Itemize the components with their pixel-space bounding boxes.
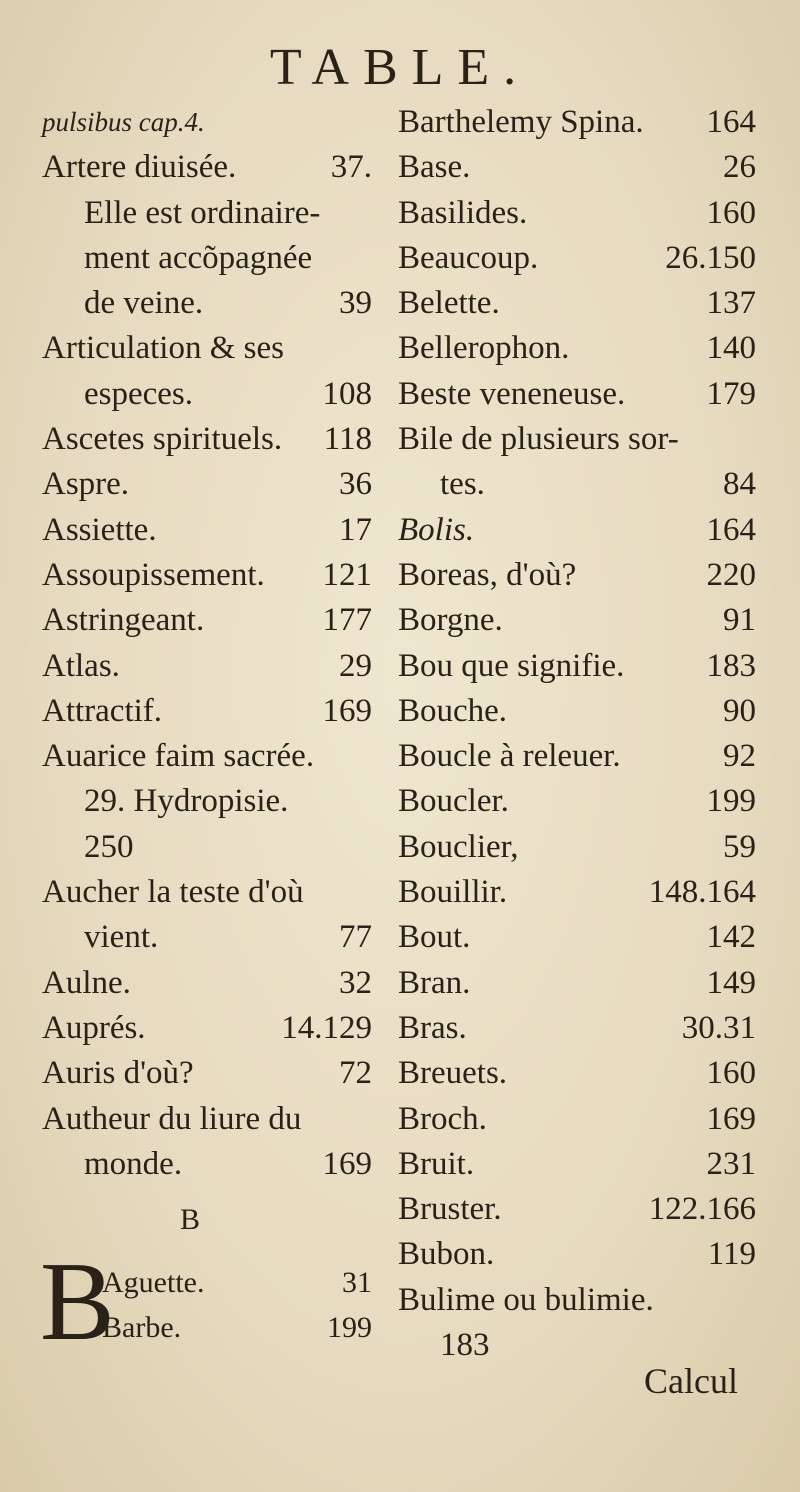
index-entry xyxy=(398,1232,756,1277)
index-entry xyxy=(42,281,372,326)
entry-term: Auarice faim sacrée. xyxy=(42,738,315,775)
index-entry xyxy=(42,508,372,553)
entry-term: Bran. xyxy=(398,964,471,1001)
index-entry xyxy=(398,191,756,236)
index-entry xyxy=(398,915,756,960)
entry-term: Belette. xyxy=(398,285,500,322)
index-entry xyxy=(42,145,372,190)
catchword: Calcul xyxy=(644,1361,738,1401)
entry-page: 32 xyxy=(339,964,372,1001)
index-entry xyxy=(42,191,372,236)
entry-term: Bile de plusieurs sor- xyxy=(398,421,679,458)
index-entry xyxy=(398,644,756,689)
index-entry xyxy=(398,1051,756,1096)
index-entry xyxy=(398,1187,756,1232)
entry-page: 160 xyxy=(706,194,756,231)
entry-term: Ascetes spirituels. xyxy=(42,421,283,458)
entry-term: especes. xyxy=(84,375,194,412)
entry-page: 31 xyxy=(342,1266,372,1299)
index-entry xyxy=(398,870,756,915)
entry-term: Aulne. xyxy=(42,964,131,1001)
entry-term: Assiette. xyxy=(42,511,157,548)
entry-page: 140 xyxy=(706,330,756,367)
entry-page: 77 xyxy=(339,919,372,956)
entry-page: 37. xyxy=(330,149,372,186)
entry-term: Astringeant. xyxy=(42,602,205,639)
index-entry xyxy=(398,689,756,734)
entry-page: 59 xyxy=(723,828,756,865)
entry-term: Aguette. xyxy=(102,1266,205,1299)
entry-term: Assoupissement. xyxy=(42,556,265,593)
entry-term: Bubon. xyxy=(398,1236,495,1273)
entry-page: 177 xyxy=(322,602,372,639)
index-entry xyxy=(42,915,372,960)
index-entry xyxy=(42,236,372,281)
entry-page: 137 xyxy=(706,285,756,322)
entry-term: Boucler. xyxy=(398,783,509,820)
entry-page: 39 xyxy=(339,285,372,322)
left-index-column xyxy=(42,100,372,1187)
entry-page: 92 xyxy=(723,738,756,775)
entry-page: 84 xyxy=(723,466,756,503)
section-heading-b: B xyxy=(180,1203,201,1236)
index-entry xyxy=(42,734,372,779)
entry-page: 164 xyxy=(706,104,756,140)
entry-page: 220 xyxy=(706,556,756,593)
index-entry xyxy=(42,644,372,689)
entry-page: 72 xyxy=(339,1055,372,1092)
entry-page: 17 xyxy=(339,511,372,548)
entry-term: Broch. xyxy=(398,1100,487,1137)
entry-term: Bouche. xyxy=(398,692,508,729)
index-entry xyxy=(42,870,372,915)
entry-page: 199 xyxy=(327,1311,372,1344)
index-entry xyxy=(398,825,756,870)
index-entry xyxy=(42,553,372,598)
entry-page: 119 xyxy=(707,1236,756,1273)
entry-term: Autheur du liure du xyxy=(42,1100,302,1137)
index-entry xyxy=(42,1051,372,1096)
entry-term: 250 xyxy=(84,828,134,865)
entry-page: 179 xyxy=(706,375,756,412)
index-entry xyxy=(398,145,756,190)
entry-term: Barthelemy Spina. xyxy=(398,104,644,140)
index-entry xyxy=(42,372,372,417)
entry-page: 118 xyxy=(323,421,372,458)
entry-term: Bouclier, xyxy=(398,828,519,865)
index-entry xyxy=(42,598,372,643)
entry-page: 160 xyxy=(706,1055,756,1092)
index-entry xyxy=(398,779,756,824)
entry-page: 26 xyxy=(723,149,756,186)
entry-term: Bruster. xyxy=(398,1191,502,1228)
entry-term: Atlas. xyxy=(42,647,120,684)
entry-term: tes. xyxy=(440,466,485,503)
index-entry xyxy=(42,417,372,462)
index-entry xyxy=(398,236,756,281)
entry-term: Bellerophon. xyxy=(398,330,570,367)
entry-page: 122.166 xyxy=(648,1191,756,1228)
index-entry xyxy=(398,961,756,1006)
entry-term: pulsibus cap.4. xyxy=(42,107,205,137)
entry-page: 29 xyxy=(339,647,372,684)
entry-page: 36 xyxy=(339,466,372,503)
drop-cap-letter: B xyxy=(40,1240,115,1364)
entry-term: de veine. xyxy=(84,285,204,322)
index-entry xyxy=(398,598,756,643)
entry-term: Artere diuisée. xyxy=(42,149,237,186)
entry-page: 30.31 xyxy=(681,1009,756,1046)
entry-term: 183 xyxy=(440,1327,490,1364)
index-entry xyxy=(398,553,756,598)
entry-page: 14.129 xyxy=(281,1009,372,1046)
entry-term: Beste veneneuse. xyxy=(398,375,626,412)
entry-page: 231 xyxy=(706,1145,756,1182)
index-entry xyxy=(398,508,756,553)
entry-page: 149 xyxy=(706,964,756,1001)
entry-term: Bolis. xyxy=(398,511,475,548)
index-entry xyxy=(398,326,756,371)
index-entry xyxy=(398,1006,756,1051)
entry-term: Borgne. xyxy=(398,602,503,639)
entry-page: 164 xyxy=(706,511,756,548)
entry-page: 148.164 xyxy=(648,874,756,911)
entry-term: Bou que signifie. xyxy=(398,647,625,684)
entry-page: 121 xyxy=(322,556,372,593)
entry-term: Bout. xyxy=(398,919,471,956)
entry-term: vient. xyxy=(84,919,159,956)
entry-term: Articulation & ses xyxy=(42,330,284,367)
index-entry xyxy=(398,734,756,779)
entry-term: Auprés. xyxy=(42,1009,146,1046)
entry-term: ment accõpagnée xyxy=(84,239,313,276)
entry-page: 169 xyxy=(322,1145,372,1182)
entry-term: Breuets. xyxy=(398,1055,508,1092)
entry-page: 142 xyxy=(706,919,756,956)
entry-page: 183 xyxy=(706,647,756,684)
entry-term: 29. Hydropisie. xyxy=(84,783,289,820)
entry-page: 90 xyxy=(723,692,756,729)
index-entry xyxy=(42,779,372,824)
index-entry xyxy=(398,1142,756,1187)
entry-page: 169 xyxy=(706,1100,756,1137)
entry-term: Basilides. xyxy=(398,194,528,231)
index-entry xyxy=(398,372,756,417)
index-entry xyxy=(398,462,756,507)
index-entry xyxy=(398,100,756,145)
entry-term: Aspre. xyxy=(42,466,130,503)
entry-term: Barbe. xyxy=(102,1311,182,1344)
entry-term: Bulime ou bulimie. xyxy=(398,1281,654,1318)
index-entry xyxy=(42,961,372,1006)
entry-term: Bouillir. xyxy=(398,874,508,911)
index-entry xyxy=(42,100,372,145)
entry-term: monde. xyxy=(84,1145,183,1182)
right-index-column xyxy=(398,100,756,1368)
index-entry xyxy=(398,1278,756,1323)
entry-page: 108 xyxy=(322,375,372,412)
index-entry xyxy=(42,689,372,734)
entry-term: Boreas, d'où? xyxy=(398,556,577,593)
index-entry xyxy=(42,1142,372,1187)
entry-term: Aucher la teste d'où xyxy=(42,874,304,911)
index-entry xyxy=(398,281,756,326)
entry-page: 169 xyxy=(322,692,372,729)
index-entry xyxy=(42,1097,372,1142)
index-entry xyxy=(102,1307,372,1349)
index-entry xyxy=(42,326,372,371)
index-entry xyxy=(398,1097,756,1142)
entry-term: Bruit. xyxy=(398,1145,475,1182)
index-entry xyxy=(42,1006,372,1051)
entry-term: Beaucoup. xyxy=(398,239,539,276)
entry-term: Bras. xyxy=(398,1009,467,1046)
index-entry xyxy=(42,825,372,870)
entry-term: Attractif. xyxy=(42,692,163,729)
entry-page: 26.150 xyxy=(665,239,756,276)
entry-page: 199 xyxy=(706,783,756,820)
entry-page: 91 xyxy=(723,602,756,639)
entry-term: Auris d'où? xyxy=(42,1055,194,1092)
index-entry xyxy=(42,462,372,507)
page-title: TABLE. xyxy=(269,39,531,96)
index-entry xyxy=(398,417,756,462)
index-entry xyxy=(102,1262,372,1304)
entry-term: Base. xyxy=(398,149,471,186)
entry-term: Boucle à releuer. xyxy=(398,738,621,775)
entry-term: Elle est ordinaire- xyxy=(84,194,321,231)
